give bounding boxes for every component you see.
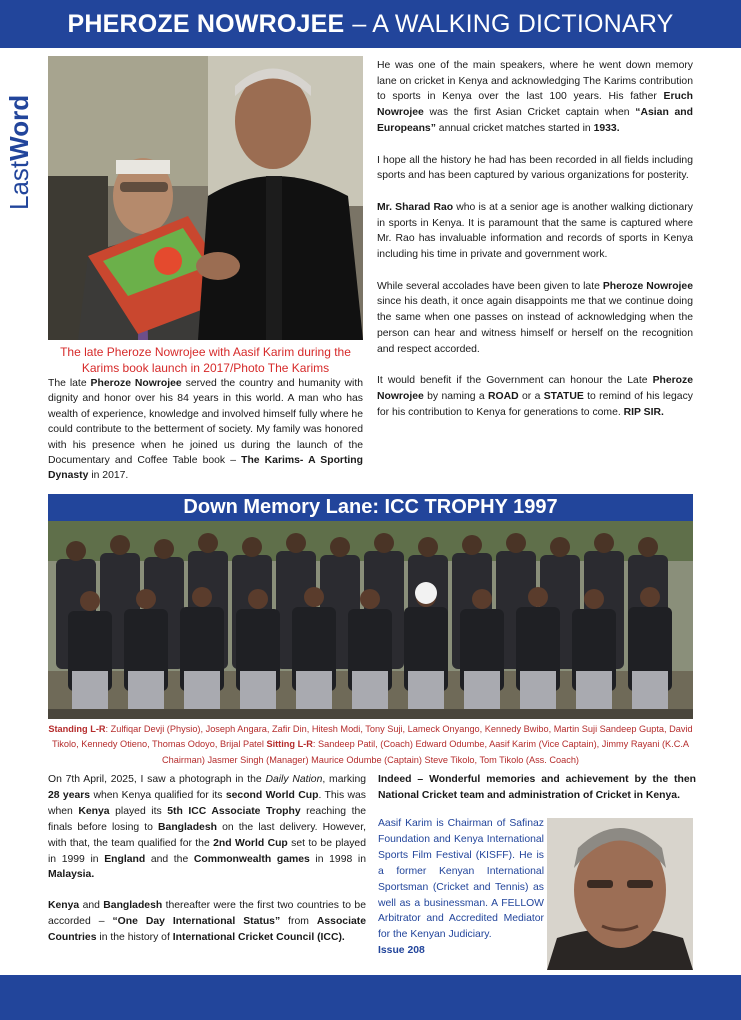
paragraph-honour: It would benefit if the Government can honour the Late Pheroze Nowrojee by naming a ROAD or a STATUE to remind of his legacy for his contribution to Kenya for generations to come. RIP SIR. <box>377 375 693 418</box>
team-caption <box>48 722 693 768</box>
section-label-bold: Word <box>4 94 34 161</box>
page-title <box>0 0 741 48</box>
author-portrait-illustration <box>547 818 693 970</box>
footer-bar <box>0 975 741 1020</box>
paragraph-world-cup: On 7th April, 2025, I saw a photograph in the Daily Nation, marking 28 years when Kenya qualified for its second World Cup. This was when Kenya played its 5th ICC Associate Trophy reaching the finals before losing to Bangladesh on the last delivery. However, with that, the team qualified for the 2nd World Cup set to be played in 1999 in England and the Commonwealth games in 1998 in Malaysia. <box>48 774 367 881</box>
team-photo-illustration <box>48 521 693 719</box>
intro-paragraph: The late Pheroze Nowrojee served the country and humanity with dignity and honor over his 84 years in this world. A man who has wealth of experience, knowledge and involved himself fully where he could contribute to the betterment of society. My family was honored with his presence when he joined us during the launch of the Documentary and Coffee Table book – The Karims- A Sporting Dynasty in 2017. <box>48 378 364 482</box>
author-bio-text: Aasif Karim is Chairman of Safinaz Foundation and Kenya International Sports Film Festival (KISFF). He is a former Kenyan International Sportsman (Cricket and Tennis) as well as a businessman. A FELLOW Arbitrator and Accredited Mediator for the Kenyan Judiciary. <box>378 818 544 941</box>
section-label-light: Last <box>4 160 34 210</box>
article-right-column <box>377 58 693 436</box>
paragraph-speakers: He was one of the main speakers, where he went down memory lane on cricket in Kenya and acknowledging The Karims contribution to sports in Kenya over the last 100 years. His father Eruch Nowrojee was the first Asian Cricket captain when “Asian and Europeans” annual cricket matches started in 1933. <box>377 60 693 134</box>
title-subtitle: – A WALKING DICTIONARY <box>352 9 674 38</box>
book-launch-photo <box>48 56 363 340</box>
closing-statement: Indeed – Wonderful memories and achievement by the then National Cricket team and administration of Cricket in Kenya. <box>378 774 696 801</box>
title-name: PHEROZE NOWROJEE <box>67 9 345 38</box>
memory-lane-heading: Down Memory Lane: ICC TROPHY 1997 <box>48 494 693 521</box>
photo-caption: The late Pheroze Nowrojee with Aasif Karim during the Karims book launch in 2017/Photo The Karims <box>60 345 351 375</box>
issue-number: Issue 208 <box>378 945 425 957</box>
section-label <box>4 70 34 210</box>
team-photo <box>48 521 693 719</box>
book-launch-photo-illustration <box>48 56 363 340</box>
sitting-label: Sitting L-R <box>266 739 313 750</box>
paragraph-history: I hope all the history he had has been recorded in all fields including sports and has been captured by various organizations for posterity. <box>377 154 693 182</box>
standing-label: Standing L-R <box>48 724 106 734</box>
standing-names: : Zulfiqar Devji (Physio), Joseph Angara, Zafir Din, Hitesh Modi, Tony Suji, Lameck Onyango, Kennedy Bwibo, Martin Suji Sandeep Gupta, David Tikolo, Kennedy Otieno, Thomas Odoyo, Brijal Patel <box>51 724 693 750</box>
sitting-names: : Sandeep Patil, (Coach) Edward Odumbe, Aasif Karim (Vice Captain), Jimmy Rayani (K.C.A Chairman) Jasmer Singh (Manager) Maurice Odumbe (Captain) Steve Tikolo, Tom Tikolo (Ass. Coach) <box>162 739 690 765</box>
paragraph-sharad-rao: Mr. Sharad Rao who is at a senior age is another walking dictionary in sports in Kenya. It is paramount that the same is captured where Mr. Rao has invaluable information and records of sports in Kenya including his time in private and government work. <box>377 201 693 261</box>
paragraph-odi-status: Kenya and Bangladesh thereafter were the first two countries to be accorded – “One Day International Status” from Associate Countries in the history of International Cricket Council (ICC). <box>48 900 366 944</box>
memory-lane-article <box>48 772 366 961</box>
author-bio <box>378 816 544 959</box>
author-portrait <box>547 818 693 970</box>
paragraph-accolades: While several accolades have been given to late Pheroze Nowrojee since his death, it once again disappoints me that we continue doing the same when one passes on instead of acknowledging when the person can hear and witness himself or herself on the recognition and respect accorded. <box>377 280 693 355</box>
